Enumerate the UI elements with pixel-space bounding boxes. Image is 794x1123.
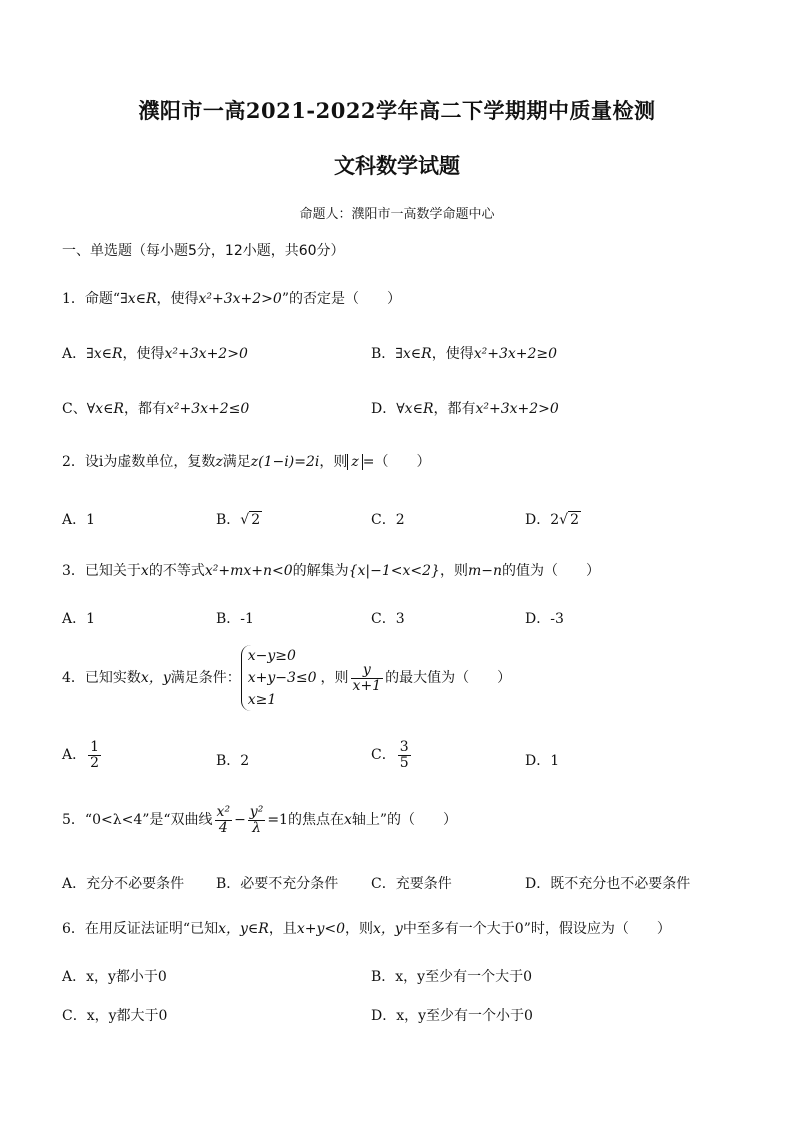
question-4: 4．已知实数x，y满足条件： x−y≥0 x+y−3≤0 x≥1 ，则 $\frac{y}{x+1}$ 的最大值为（ ） [62, 645, 511, 711]
sqrt-sign: √ [559, 512, 569, 528]
q2-option-c[interactable]: C．2 [371, 512, 405, 528]
q6-option-b[interactable]: B．x，y至少有一个大于0 [371, 969, 532, 985]
question-1: 1．命题“∃x∈R，使得x²+3x+2>0”的否定是（ ） [62, 291, 401, 307]
question-2: 2．设i为虚数单位，复数z满足z(1−i)=2i，则 z =（ ） [62, 454, 431, 470]
q3-option-c[interactable]: C．3 [371, 611, 405, 627]
q4-option-a[interactable]: A． $\frac{1}{2}$ [62, 739, 100, 771]
q1-expression: x²+3x+2>0 [198, 291, 282, 307]
q3-option-d[interactable]: D．-3 [525, 611, 564, 627]
q4-option-c[interactable]: C． $\frac{3}{5}$ [371, 739, 409, 771]
q1-option-c[interactable]: C、∀x∈R，都有x²+3x+2≤0 [62, 401, 250, 417]
q1-option-a[interactable]: A．∃x∈R，使得x²+3x+2>0 [62, 346, 248, 362]
author-line: 命题人：濮阳市一高数学命题中心 [299, 207, 495, 222]
q3-option-b[interactable]: B．-1 [216, 611, 254, 627]
sqrt-sign: √ [240, 512, 250, 528]
question-5: 5．“0<λ<4”是“双曲线 $\frac{\text{x²}}{4}$ − $\frac{\text{y²}}{\lambda}$ =1的焦点在x轴上”的（ ） [62, 804, 458, 836]
q4-constraint-system: x−y≥0 x+y−3≤0 x≥1 [241, 645, 317, 711]
q5-option-b[interactable]: B．必要不充分条件 [216, 876, 339, 892]
q1-option-b[interactable]: B．∃x∈R，使得x²+3x+2≥0 [371, 346, 558, 362]
q4-option-d[interactable]: D．1 [525, 753, 560, 769]
page-subtitle: 文科数学试题 [334, 153, 460, 178]
q5-option-d[interactable]: D．既不充分也不必要条件 [525, 876, 691, 892]
q4-option-b[interactable]: B．2 [216, 753, 250, 769]
q3-inequality: x²+mx+n<0 [204, 563, 293, 579]
q6-option-c[interactable]: C．x，y都大于0 [62, 1008, 168, 1024]
section-heading: 一、单选题（每小题5分，12小题，共60分） [62, 243, 345, 259]
q1-quantifier: ∃x∈R [120, 291, 157, 307]
q2-modulus: z [347, 454, 362, 470]
q2-equation: z(1−i)=2i [250, 454, 320, 470]
q2-option-a[interactable]: A．1 [62, 512, 96, 528]
q2-option-b[interactable]: B．√ 2 [216, 512, 261, 528]
q5-option-c[interactable]: C．充要条件 [371, 876, 452, 892]
question-3: 3．已知关于x的不等式x²+mx+n<0的解集为{x|−1<x<2}，则m−n的值为（ ） [62, 563, 600, 579]
q3-solution-set: {x|−1<x<2} [348, 563, 440, 579]
question-6: 6．在用反证法证明“已知x，y∈R，且x+y<0，则x，y中至多有一个大于0”时，假设应为（ ） [62, 921, 671, 937]
q4-fraction: $\frac{y}{x+1}$ [352, 661, 382, 694]
q5-option-a[interactable]: A．充分不必要条件 [62, 876, 185, 892]
q6-option-d[interactable]: D．x，y至少有一个小于0 [371, 1008, 533, 1024]
q2-option-d[interactable]: D．2√ 2 [525, 512, 579, 528]
q1-option-d[interactable]: D．∀x∈R，都有x²+3x+2>0 [371, 401, 559, 417]
q6-option-a[interactable]: A．x，y都小于0 [62, 969, 167, 985]
q3-option-a[interactable]: A．1 [62, 611, 96, 627]
page-title: 濮阳市一高2021-2022学年高二下学期期中质量检测 [138, 98, 656, 123]
